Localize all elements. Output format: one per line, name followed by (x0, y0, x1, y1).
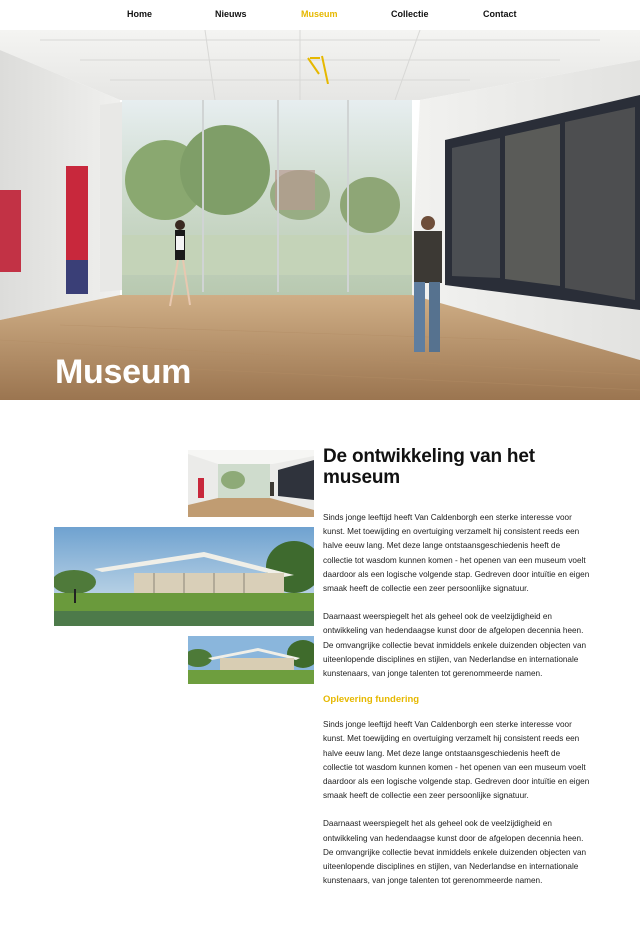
nav-contact-link[interactable]: Contact (483, 9, 517, 19)
article-title: De ontwikkeling van het museum (323, 446, 535, 488)
logo-icon (305, 54, 345, 84)
thumbnail-gallery-interior[interactable] (188, 450, 314, 517)
article-content (323, 446, 591, 888)
thumbnail-museum-exterior-lawn[interactable] (188, 636, 314, 684)
hero-title: Museum (55, 353, 192, 391)
top-navigation (0, 0, 640, 30)
nav-home-link[interactable]: Home (127, 9, 153, 19)
gallery-interior-image (0, 30, 640, 400)
thumbnail-museum-exterior-lake[interactable] (54, 527, 314, 626)
article-paragraph-4: Daarnaast weerspiegelt het als geheel ook de veelzijdigheid en ontwikkeling van hedendaagse kunst door de afgelopen decennia heen. De omvangrijke collectie bevat inmiddels enkele duizenden objecten van uiteenlopende disciplines en stijlen, van Nederlandse en internationale kunstenaars, van jonge talenten tot gerenommeerde namen. (323, 819, 587, 886)
article-subheading: Oplevering fundering (323, 694, 420, 706)
nav-museum-link[interactable]: Museum (301, 9, 338, 19)
nav-collectie-link[interactable]: Collectie (391, 9, 429, 19)
article-paragraph-3: Sinds jonge leeftijd heeft Van Caldenborgh een sterke interesse voor kunst. Met toewijding en overtuiging verzamelt hij consistent reeds een halve eeuw lang. Met deze lange ontstaansgeschiedenis heeft de collectie tot wasdom kunnen komen - het openen van een museum voelt daardoor als een logische volgende stap. Gedreven door intuïtie en eigen smaak heeft de collectie een zeer persoonlijke signatuur. (323, 720, 590, 801)
nav-nieuws-link[interactable]: Nieuws (215, 9, 247, 19)
article-paragraph-2: Daarnaast weerspiegelt het als geheel ook de veelzijdigheid en ontwikkeling van hedendaagse kunst door de afgelopen decennia heen. De omvangrijke collectie bevat inmiddels enkele duizenden objecten van uiteenlopende disciplines en stijlen, van Nederlandse en internationale kunstenaars, van jonge talenten tot gerenommeerde namen. (323, 612, 587, 679)
hero-banner (0, 30, 640, 400)
article-paragraph-1: Sinds jonge leeftijd heeft Van Caldenborgh een sterke interesse voor kunst. Met toewijding en overtuiging verzamelt hij consistent reeds een halve eeuw lang. Met deze lange ontstaansgeschiedenis heeft de collectie tot wasdom kunnen komen - het openen van een museum voelt daardoor als een logische volgende stap. Gedreven door intuïtie en eigen smaak heeft de collectie een zeer persoonlijke signatuur. (323, 513, 590, 594)
